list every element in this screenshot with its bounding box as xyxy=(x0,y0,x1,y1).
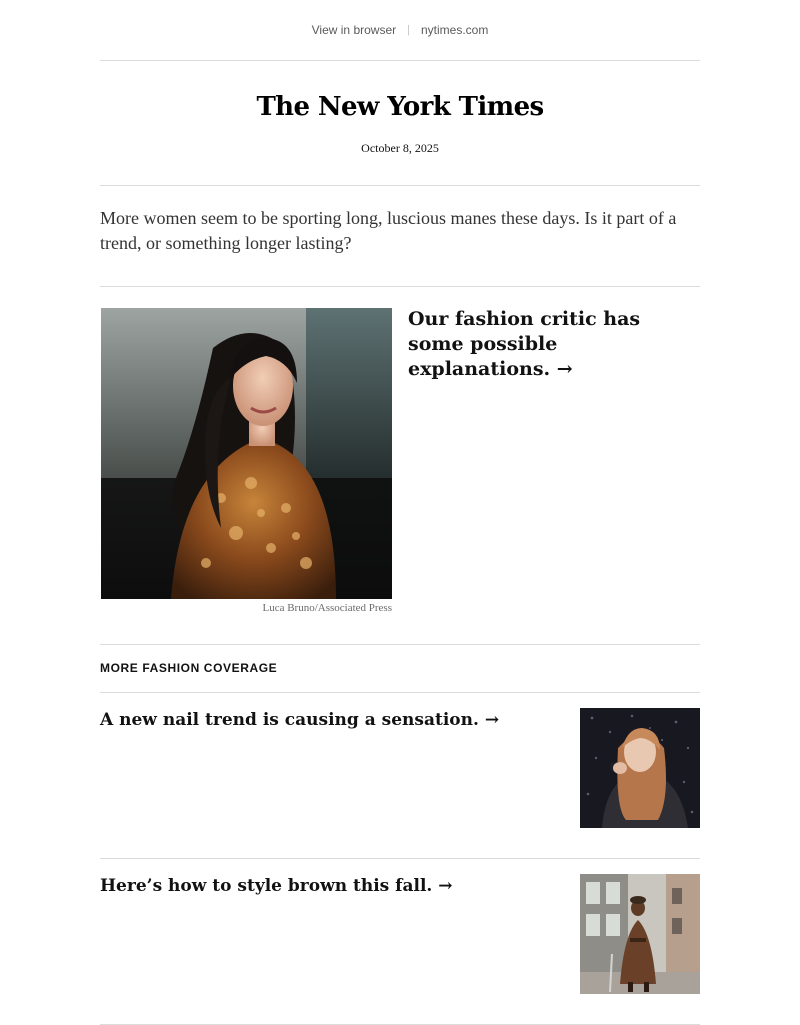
nyt-logo[interactable]: The New York Times xyxy=(256,92,544,122)
newsletter xyxy=(100,0,700,1025)
top-bar xyxy=(100,0,700,61)
lead-story-image[interactable] xyxy=(101,308,392,599)
intro-text: More women seem to be sporting long, luscious manes these days. Is it part of a trend, or something longer lasting? xyxy=(100,186,700,287)
masthead xyxy=(100,61,700,186)
story-thumbnail[interactable] xyxy=(580,874,700,994)
issue-date: October 8, 2025 xyxy=(361,141,439,155)
section-label: MORE FASHION COVERAGE xyxy=(100,645,700,693)
story-item xyxy=(100,859,700,1025)
story-item xyxy=(100,693,700,859)
topbar-separator: | xyxy=(407,24,410,36)
story-thumbnail[interactable] xyxy=(580,708,700,828)
lead-story xyxy=(100,287,700,645)
story-headline[interactable]: A new nail trend is causing a sensation. → xyxy=(100,710,500,730)
image-credit: Luca Bruno/Associated Press xyxy=(262,602,392,614)
view-in-browser-link[interactable]: View in browser xyxy=(311,23,397,37)
lead-story-headline[interactable]: Our fashion critic has some possible explanations. → xyxy=(408,308,641,380)
nytimes-link[interactable]: nytimes.com xyxy=(420,23,489,37)
story-headline[interactable]: Here’s how to style brown this fall. → xyxy=(100,876,453,896)
